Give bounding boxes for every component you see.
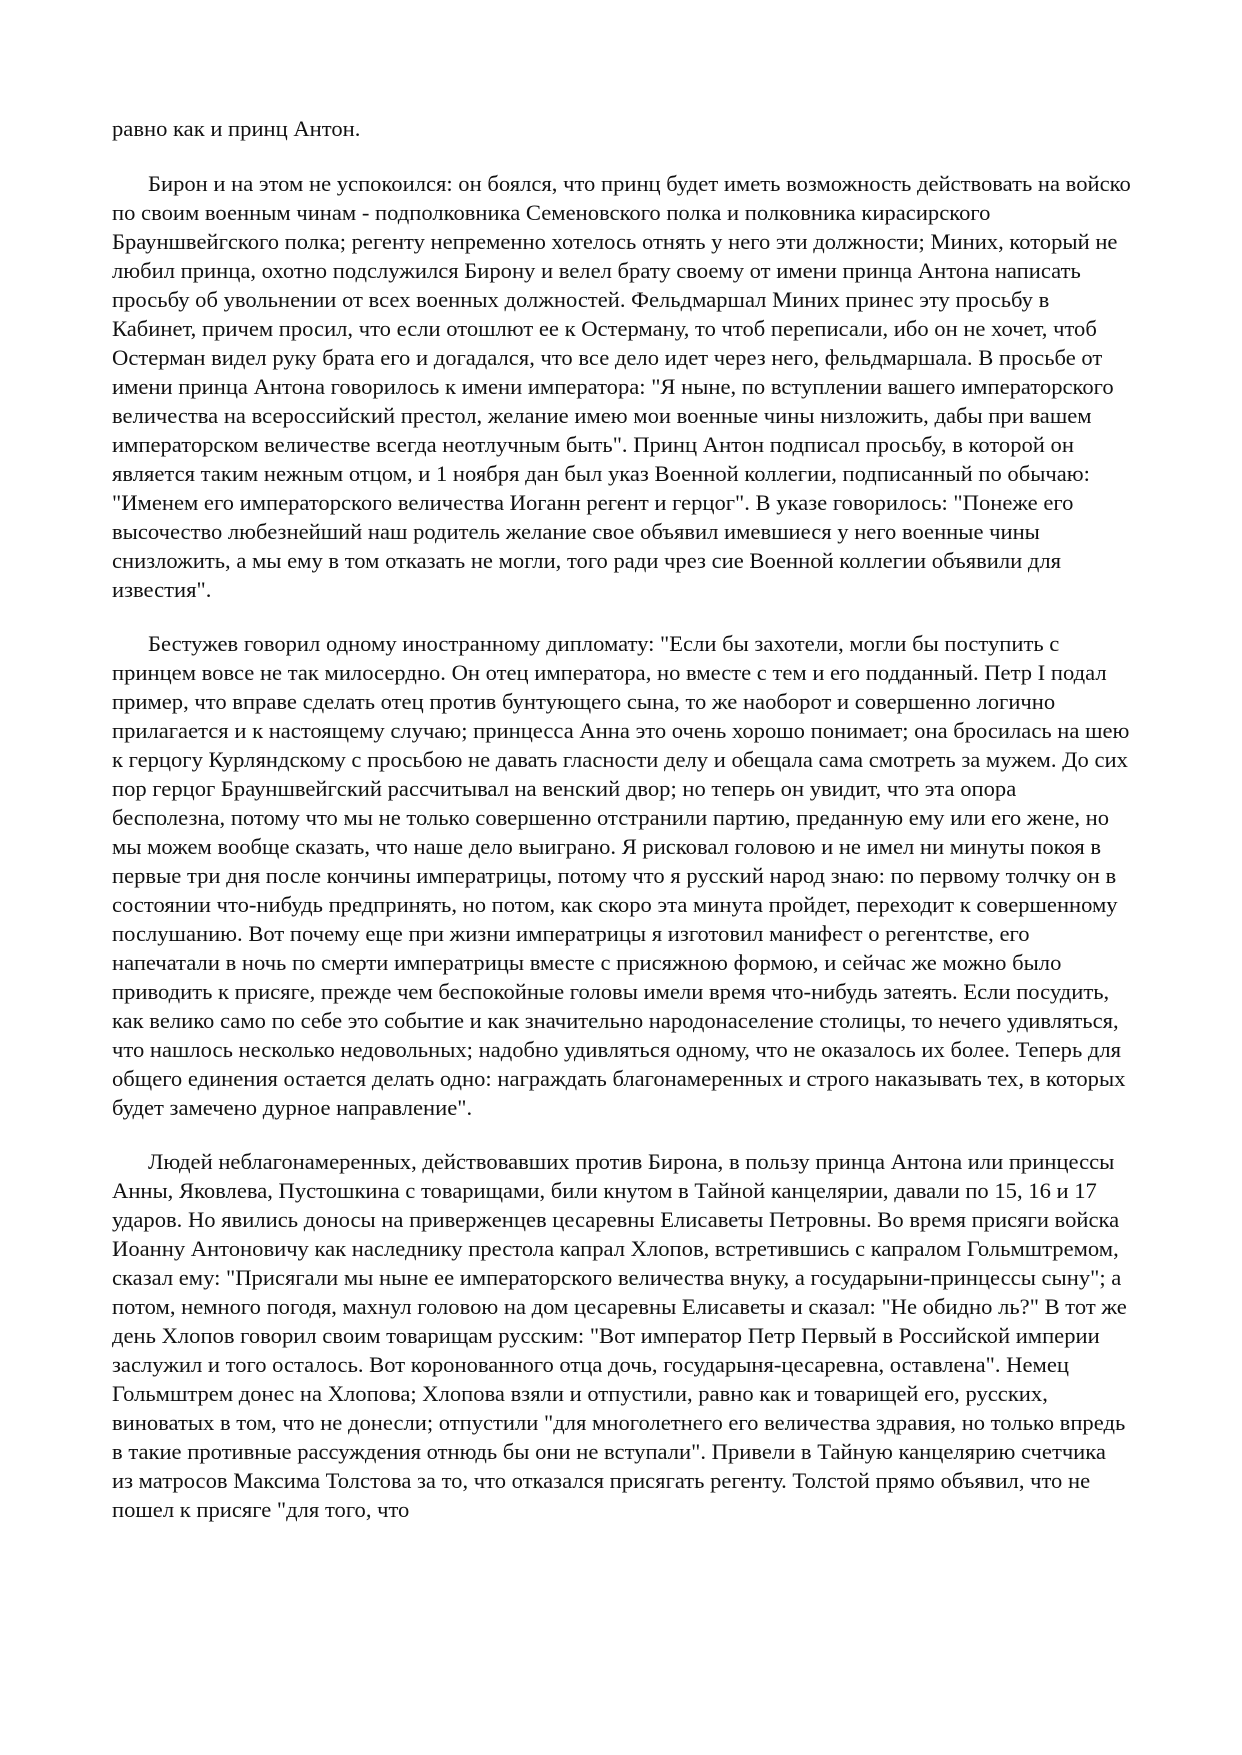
paragraph-khlopov: Людей неблагонамеренных, действовавших против Бирона, в пользу принца Антона или принцессы Анны, Яковлева, Пустошкина с товарищами, били кнутом в Тайной канцелярии, давали по 15, 16 и 17 ударов. Но явились доносы на приверженцев цесаревны Елисаветы Петровны. Во время присяги войска Иоанну Антоновичу как наследнику престола капрал Хлопов, встретившись с капралом Гольмштремом, сказал ему: "Присягали мы ныне ее императорского величества внуку, а государыни-принцессы сыну"; а потом, немного погодя, махнул головою на дом цесаревны Елисаветы и сказал: "Не обидно ль?" В тот же день Хлопов говорил своим товарищам русским: "Вот император Петр Первый в Российской империи заслужил и того осталось. Вот коронованного отца дочь, государыня-цесаревна, оставлена". Немец Гольмштрем донес на Хлопова; Хлопова взяли и отпустили, равно как и товарищей его, русских, виноватых в том, что не донесли; отпустили "для многолетнего его величества здравия, но только впредь в такие противные рассуждения отнюдь бы они не вступали". Привели в Тайную канцелярию счетчика из матросов Максима Толстова за то, что отказался присягать регенту. Толстой прямо объявил, что не пошел к присяге "для того, что: [112, 1149, 1127, 1522]
paragraph-biron: Бирон и на этом не успокоился: он боялся, что принц будет иметь возможность действовать на войско по своим военным чинам - подполковника Семеновского полка и полковника кирасирского Брауншвейгского полка; регенту непременно хотелось отнять у него эти должности; Миних, который не любил принца, охотно подслужился Бирону и велел брату своему от имени принца Антона написать просьбу об увольнении от всех военных должностей. Фельдмаршал Миних принес эту просьбу в Кабинет, причем просил, что если отошлют ее к Остерману, то чтоб переписали, ибо он не хочет, чтоб Остерман видел руку брата его и догадался, что все дело идет через него, фельдмаршала. В просьбе от имени принца Антона говорилось к имени императора: "Я ныне, по вступлении вашего императорского величества на всероссийский престол, желание имею мои военные чины низложить, дабы при вашем императорском величестве всегда неотлучным быть". Принц Антон подписал просьбу, в которой он является таким нежным отцом, и 1 ноября дан был указ Военной коллегии, подписанный по обычаю: "Именем его императорского величества Иоганн регент и герцог". В указе говорилось: "Понеже его высочество любезнейший наш родитель желание свое объявил имевшиеся у него военные чины снизложить, а мы ему в том отказать не могли, того ради чрез сие Военной коллегии объявили для известия".: [112, 171, 1131, 602]
document-page: [112, 114, 1132, 1549]
paragraph-continuation: равно как и принц Антон.: [112, 116, 361, 141]
paragraph-bestuzhev: Бестужев говорил одному иностранному дипломату: "Если бы захотели, могли бы поступить с принцем вовсе не так милосердно. Он отец императора, но вместе с тем и его подданный. Петр I подал пример, что вправе сделать отец против бунтующего сына, то же наоборот и совершенно логично прилагается и к настоящему случаю; принцесса Анна это очень хорошо понимает; она бросилась на шею к герцогу Курляндскому с просьбою не давать гласности делу и обещала сама смотреть за мужем. До сих пор герцог Брауншвейгский рассчитывал на венский двор; но теперь он увидит, что эта опора бесполезна, потому что мы не только совершенно отстранили партию, преданную ему или его жене, но мы можем вообще сказать, что наше дело выиграно. Я рисковал головою и не имел ни минуты покоя в первые три дня после кончины императрицы, потому что я русский народ знаю: по первому толчку он в состоянии что-нибудь предпринять, но потом, как скоро эта минута пройдет, переходит к совершенному послушанию. Вот почему еще при жизни императрицы я изготовил манифест о регентстве, его напечатали в ночь по смерти императрицы вместе с присяжною формою, и сейчас же можно было приводить к присяге, прежде чем беспокойные головы имели время что-нибудь затеять. Если посудить, как велико само по себе это событие и как значительно народонаселение столицы, то нечего удивляться, что нашлось несколько недовольных; надобно удивляться одному, что не оказалось их более. Теперь для общего единения остается делать одно: награждать благонамеренных и строго наказывать тех, в которых будет замечено дурное направление".: [112, 631, 1130, 1120]
